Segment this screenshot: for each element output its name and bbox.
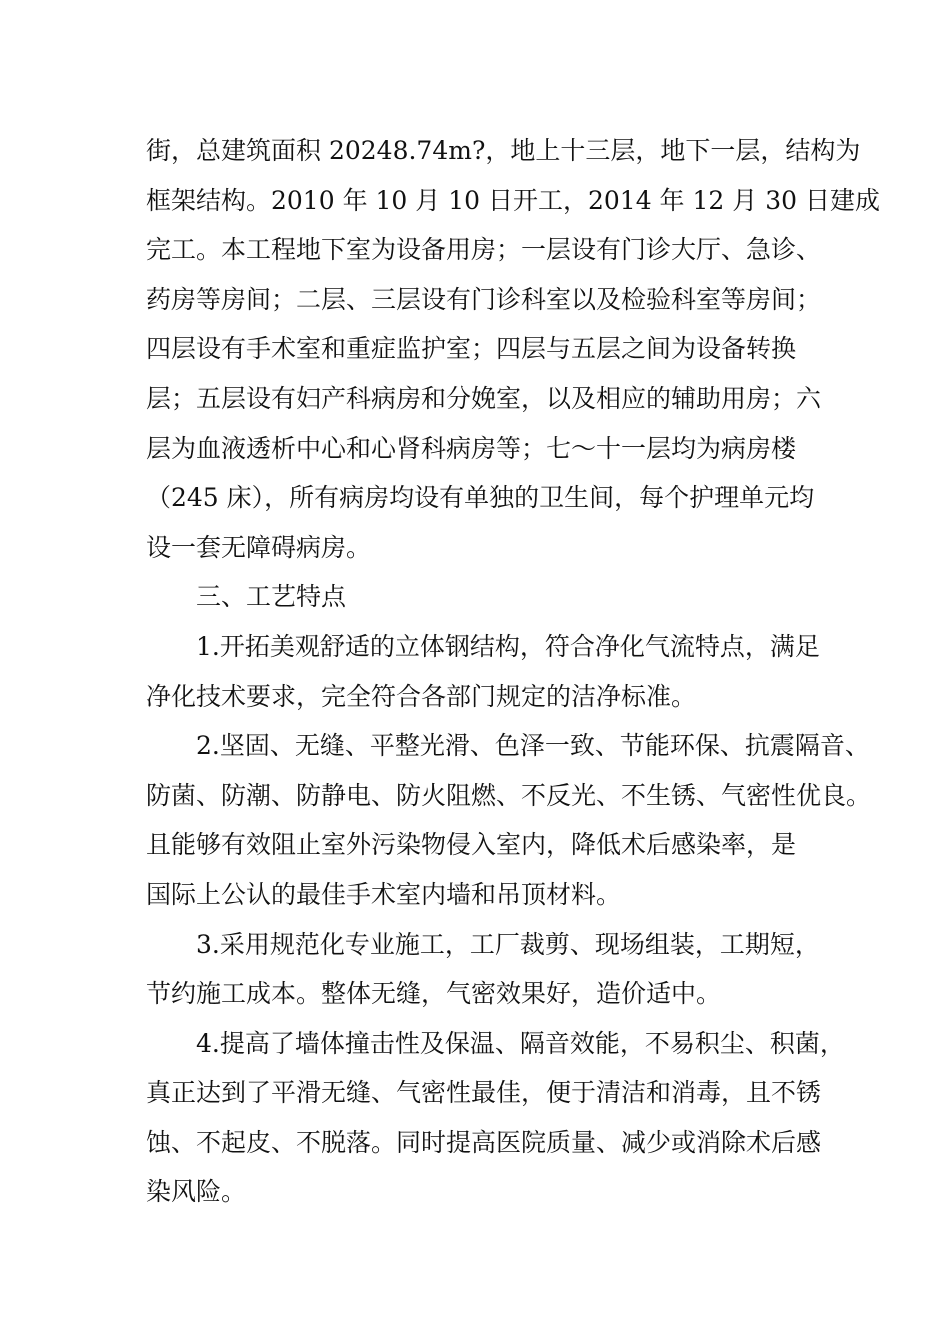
text-line: 层为血液透析中心和心肾科病房等；七～十一层均为病房楼 bbox=[146, 433, 797, 463]
feature-item-3 bbox=[146, 920, 836, 1019]
text-line: 防菌、防潮、防静电、防火阻燃、不反光、不生锈、气密性优良。 bbox=[146, 780, 872, 810]
text-line: 3.采用规范化专业施工，工厂裁剪、现场组装，工期短， bbox=[196, 929, 820, 959]
text-line: 完工。本工程地下室为设备用房；一层设有门诊大厅、急诊、 bbox=[146, 235, 822, 265]
document-body bbox=[146, 126, 880, 1217]
text-line: 四层设有手术室和重症监护室；四层与五层之间为设备转换 bbox=[146, 334, 797, 364]
feature-item-1 bbox=[146, 622, 836, 721]
section-heading-process-features bbox=[146, 572, 836, 622]
text-line: 净化技术要求，完全符合各部门规定的洁净标准。 bbox=[146, 681, 697, 711]
text-line: 国际上公认的最佳手术室内墙和吊顶材料。 bbox=[146, 879, 622, 909]
feature-item-4 bbox=[146, 1019, 845, 1217]
text-line: 染风险。 bbox=[146, 1177, 247, 1207]
text-line: 2.坚固、无缝、平整光滑、色泽一致、节能环保、抗震隔音、 bbox=[196, 731, 870, 761]
heading-line: 三、工艺特点 bbox=[196, 582, 347, 612]
feature-item-2 bbox=[146, 721, 872, 919]
text-line: 真正达到了平滑无缝、气密性最佳，便于清洁和消毒，且不锈 bbox=[146, 1078, 822, 1108]
text-line: 且能够有效阻止室外污染物侵入室内，降低术后感染率，是 bbox=[146, 830, 797, 860]
text-line: 蚀、不起皮、不脱落。同时提高医院质量、减少或消除术后感 bbox=[146, 1127, 822, 1157]
text-line: 节约施工成本。整体无缝，气密效果好，造价适中。 bbox=[146, 979, 722, 1009]
text-line: 街，总建筑面积 20248.74m?，地上十三层，地下一层，结构为 bbox=[146, 136, 861, 165]
text-line: 4.提高了墙体撞击性及保温、隔音效能，不易积尘、积菌， bbox=[196, 1028, 845, 1058]
text-line: 药房等房间；二层、三层设有门诊科室以及检验科室等房间； bbox=[146, 284, 822, 314]
text-line: 设一套无障碍病房。 bbox=[146, 532, 372, 562]
text-line: 框架结构。2010 年 10 月 10 日开工，2014 年 12 月 30 日建成 bbox=[146, 185, 880, 215]
text-line: 层；五层设有妇产科病房和分娩室，以及相应的辅助用房；六 bbox=[146, 383, 822, 413]
paragraph-building-overview bbox=[146, 126, 880, 572]
text-line: （245 床），所有病房均设有单独的卫生间，每个护理单元均 bbox=[146, 483, 815, 513]
text-line: 1.开拓美观舒适的立体钢结构，符合净化气流特点，满足 bbox=[196, 631, 820, 661]
